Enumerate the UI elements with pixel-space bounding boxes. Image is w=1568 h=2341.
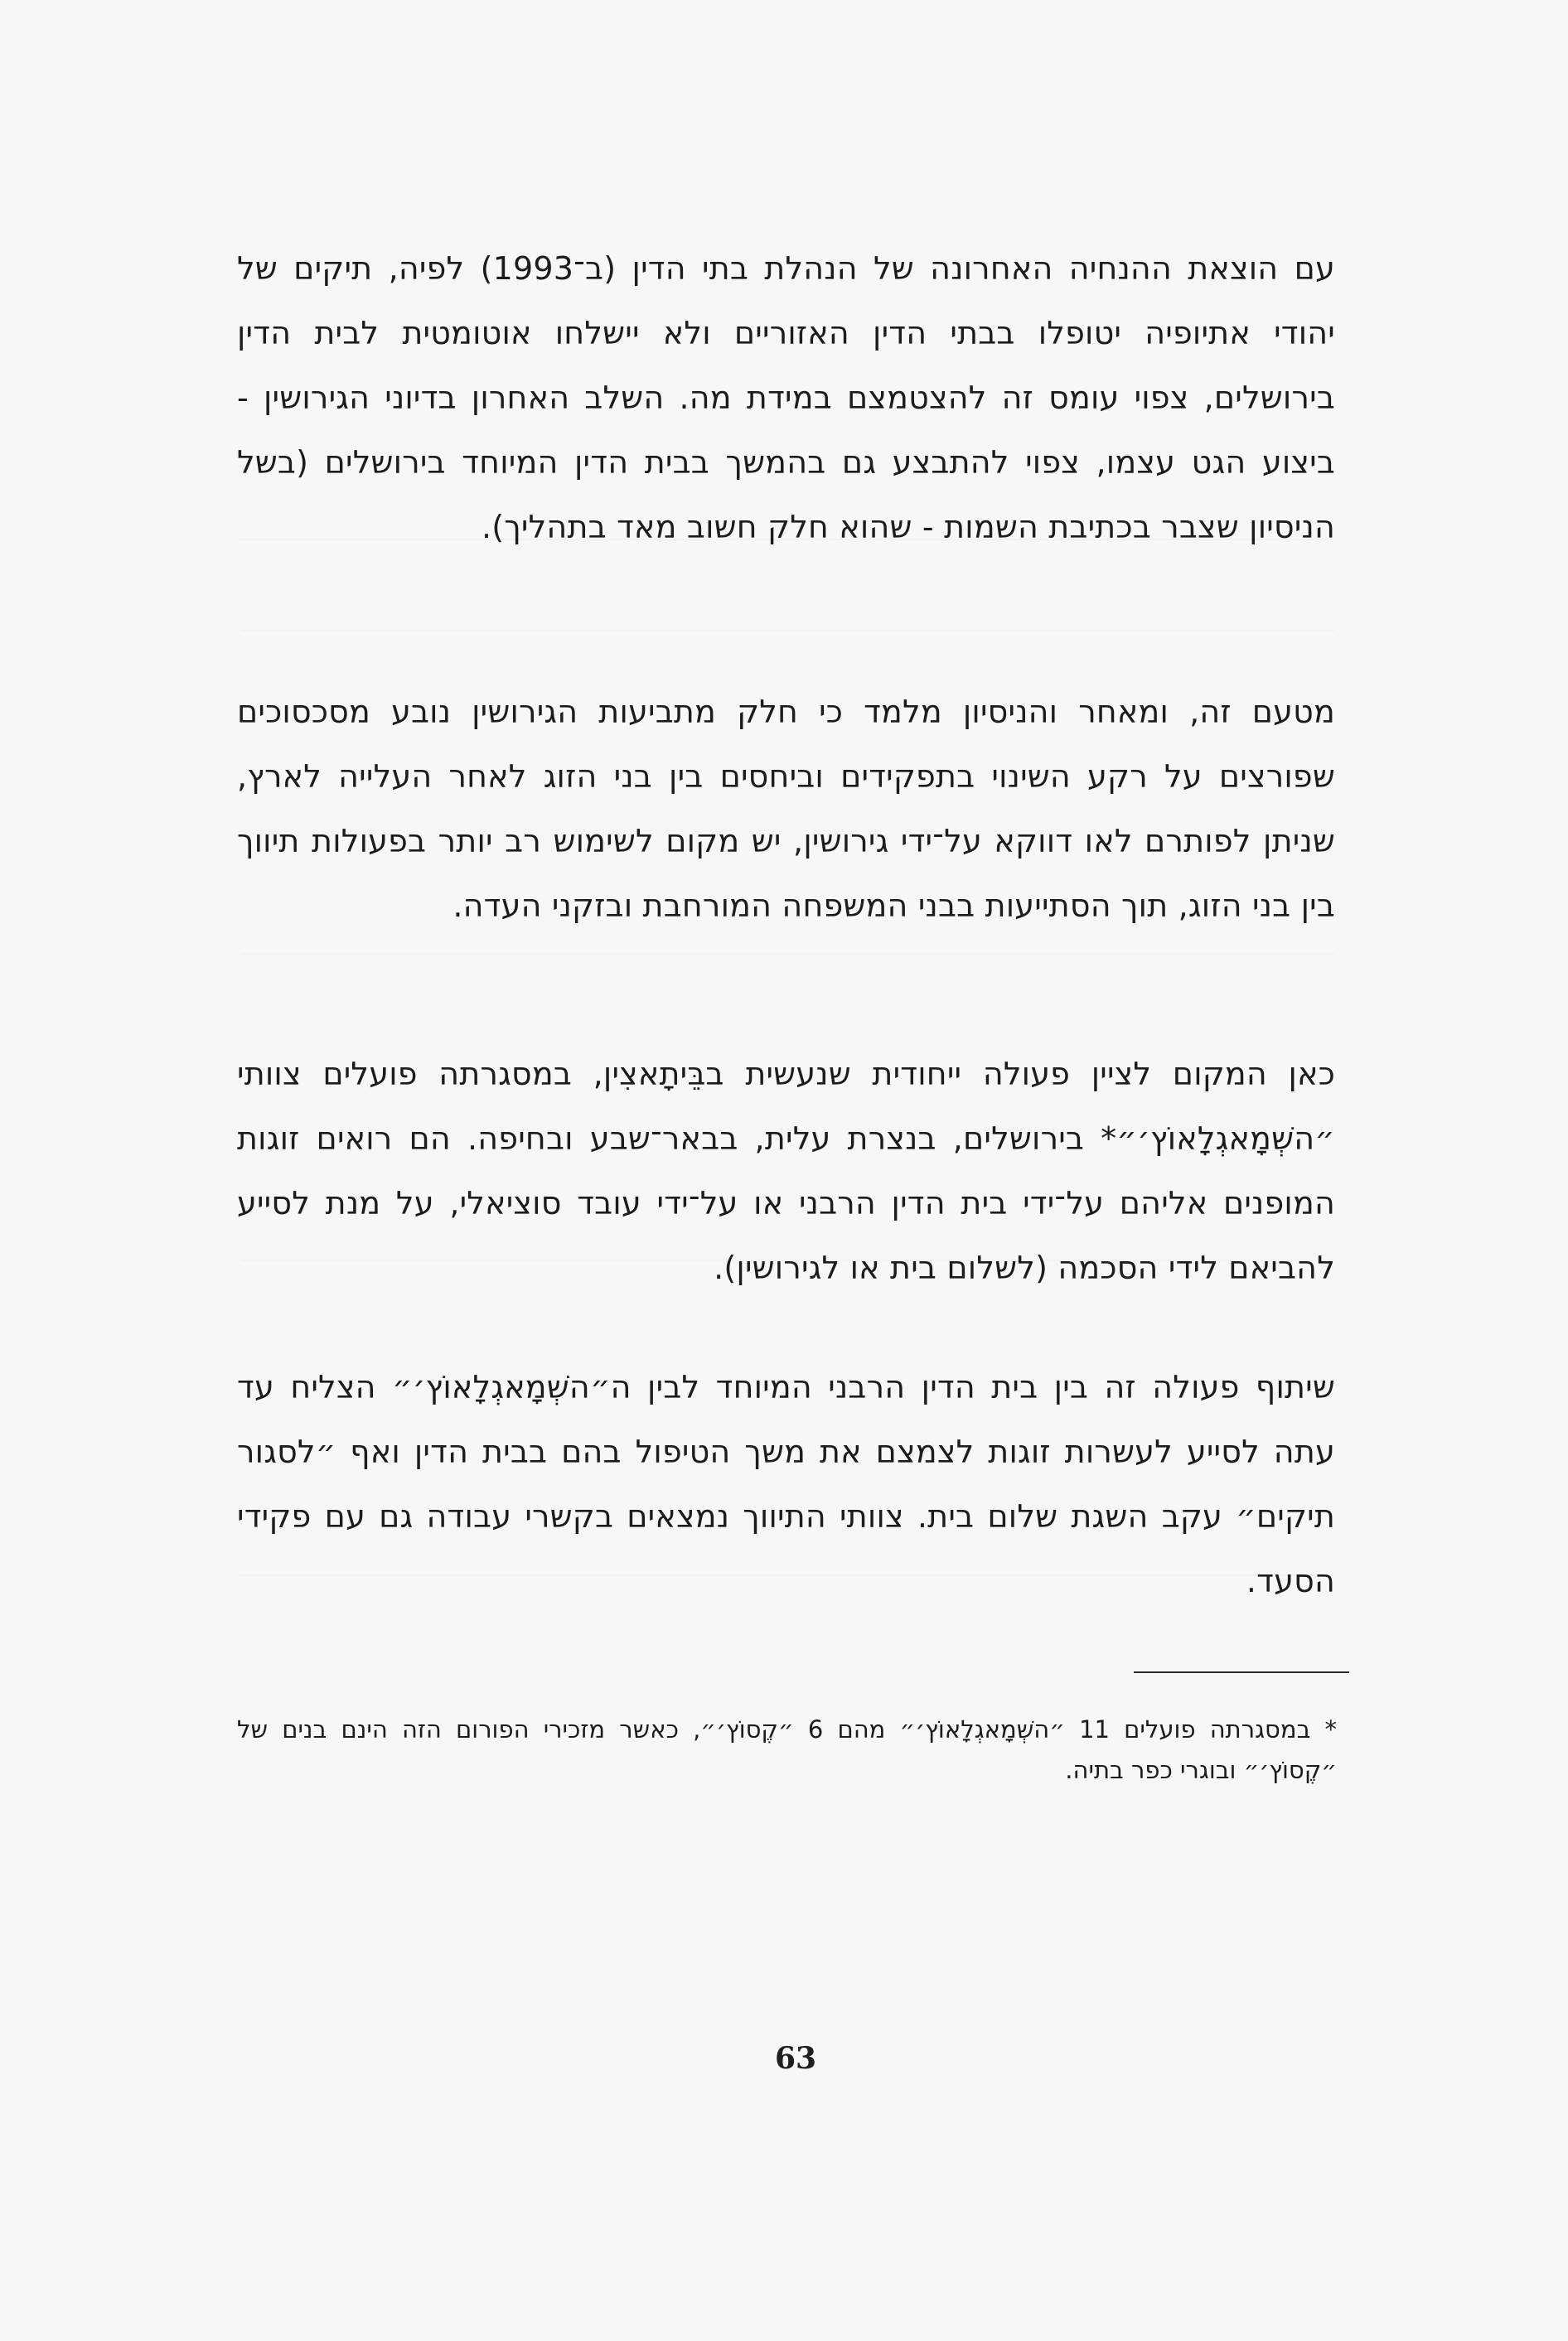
body-paragraph-3: כאן המקום לציין פעולה ייחודית שנעשית בבֵּיתָאצִין, במסגרתה פועלים צוותי ״השְׁמָאגְלָאוֹץ׳״* בירושלים, בנצרת עלית, בבאר־שבע ובחיפה. הם רואים זוגות המופנים אליהם על־ידי בית הדין הרבני או על־ידי עובד סוציאלי, על מנת לסייע להביאם לידי הסכמה (לשלום בית או לגירושין). <box>237 1056 1335 1286</box>
footnote-separator <box>1134 1671 1349 1673</box>
footnote: * במסגרתה פועלים 11 ״השְׁמָאגְלָאוֹץ׳״ מהם 6 ״קֶסוֹץ׳״, כאשר מזכירי הפורום הזה הינם בנים של ״קֶסוֹץ׳״ ובוגרי כפר בתיה. <box>237 1715 1338 1784</box>
body-paragraph-2: מטעם זה, ומאחר והניסיון מלמד כי חלק מתביעות הגירושין נובע מסכסוכים שפורצים על רקע השינוי בתפקידים וביחסים בין בני הזוג לאחר העלייה לארץ, שניתן לפותרם לאו דווקא על־ידי גירושין, יש מקום לשימוש רב יותר בפעולות תיווך בין בני הזוג, תוך הסתייעות בבני המשפחה המורחבת ובזקני העדה. <box>237 694 1335 924</box>
page-number: 63 <box>774 2041 817 2076</box>
body-paragraph-4: שיתוף פעולה זה בין בית הדין הרבני המיוחד לבין ה״השְׁמָאגְלָאוֹץ׳״ הצליח עד עתה לסייע לעשרות זוגות לצמצם את משך הטיפול בהם בבית הדין ואף ״לסגור תיקים״ עקב השגת שלום בית. צוותי התיווך נמצאים בקשרי עבודה גם עם פקידי הסעד. <box>237 1369 1335 1599</box>
show-through-line <box>240 630 1334 631</box>
body-paragraph-1: עם הוצאת ההנחיה האחרונה של הנהלת בתי הדין (ב־1993) לפיה, תיקים של יהודי אתיופיה יטופלו בבתי הדין האזוריים ולא יישלחו אוטומטית לבית הדין בירושלים, צפוי עומס זה להצטמצם במידת מה. השלב האחרון בדיוני הגירושין - ביצוע הגט עצמו, צפוי להתבצע גם בהמשך בבית הדין המיוחד בירושלים (בשל הניסיון שצבר בכתיבת השמות - שהוא חלק חשוב מאד בתהליך). <box>237 250 1335 545</box>
show-through-line <box>240 953 1334 955</box>
